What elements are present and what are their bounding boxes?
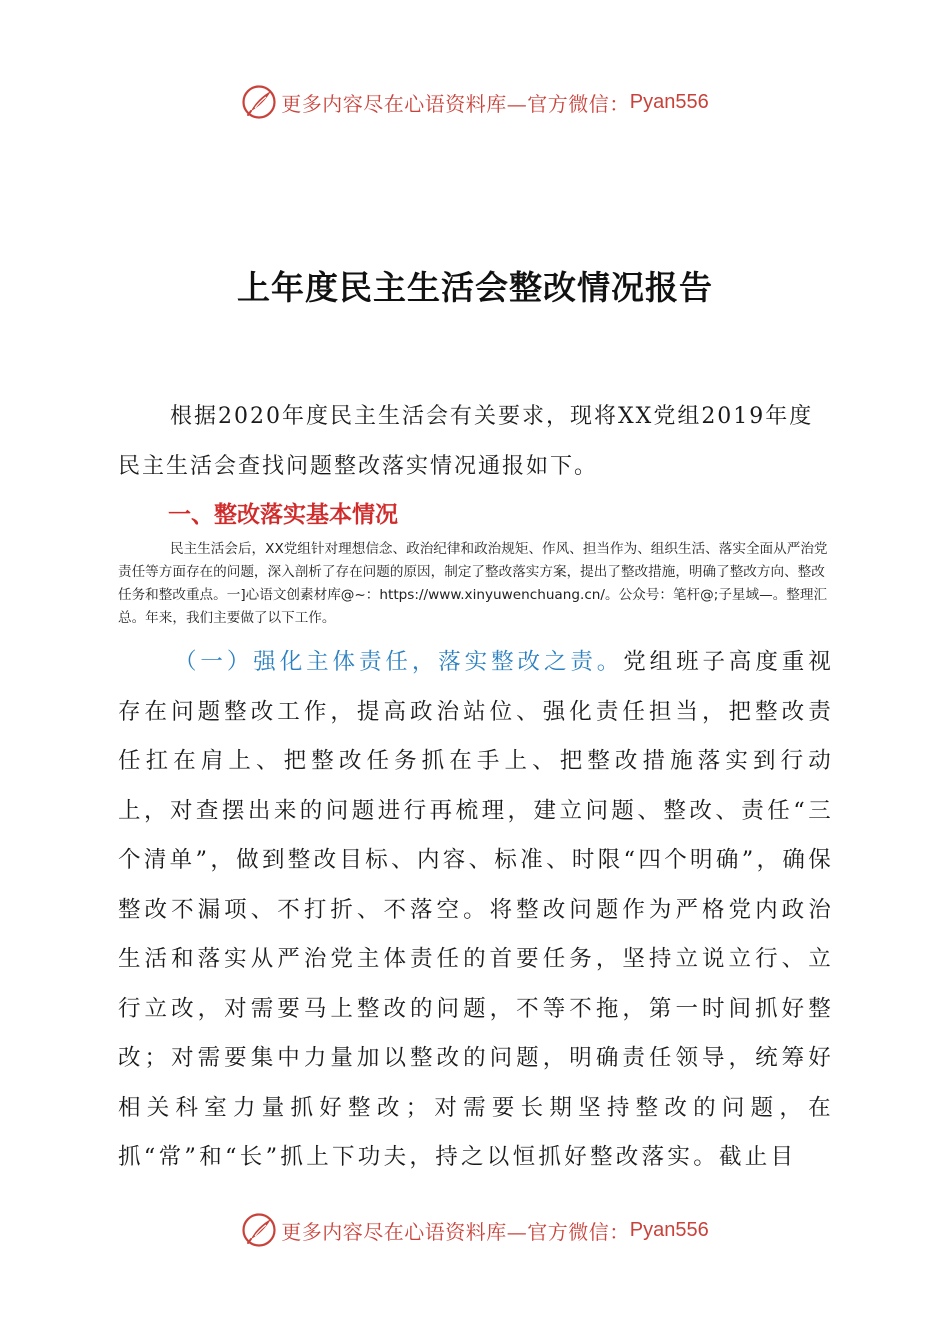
section-heading: 一、整改落实基本情况 xyxy=(168,502,398,528)
subsection-heading: （一）强化主体责任，落实整改之责。 xyxy=(174,649,624,675)
body-paragraph xyxy=(118,638,834,1183)
banner-wechat-id: Pyan556 xyxy=(629,1218,709,1241)
quill-pen-logo-icon xyxy=(241,1212,277,1248)
quill-pen-logo-icon xyxy=(241,84,277,120)
footer-banner xyxy=(0,1210,950,1250)
document-title: 上年度民主生活会整改情况报告 xyxy=(237,268,713,307)
banner-text: 更多内容尽在心语资料库—官方微信： xyxy=(281,91,630,116)
intro-paragraph: 根据2020年度民主生活会有关要求，现将XX党组2019年度民主生活会查找问题整改落实情况通报如下。 xyxy=(118,404,814,479)
summary-paragraph: 民主生活会后，XX党组针对理想信念、政治纪律和政治规矩、作风、担当作为、组织生活、落实全面从严治党责任等方面存在的问题，深入剖析了存在问题的原因，制定了整改落实方案，提出了整改措施，明确了整改方向、整改任务和整改重点。一]心语文创素材库@~：https://www.xinyuwenchuang.cn/。公众号：笔杆@;子星域—。整理汇总。年来，我们主要做了以下工作。 xyxy=(118,541,828,626)
banner-wechat-id: Pyan556 xyxy=(629,90,709,113)
banner-text: 更多内容尽在心语资料库—官方微信： xyxy=(281,1219,630,1244)
subsection-body: 党组班子高度重视存在问题整改工作，提高政治站位、强化责任担当，把整改责任扛在肩上、把整改任务抓在手上、把整改措施落实到行动上，对查摆出来的问题进行再梳理，建立问题、整改、责任“三个清单”，做到整改目标、内容、标准、时限“四个明确”，确保整改不漏项、不打折、不落空。将整改问题作为严格党内政治生活和落实从严治党主体责任的首要任务，坚持立说立行、立行立改，对需要马上整改的问题，不等不拖，第一时间抓好整改；对需要集中力量加以整改的问题，明确责任领导，统筹好相关科室力量抓好整改；对需要长期坚持整改的问题，在抓“常”和“长”抓上下功夫，持之以恒抓好整改落实。截止目 xyxy=(118,649,834,1170)
header-banner xyxy=(0,82,950,122)
